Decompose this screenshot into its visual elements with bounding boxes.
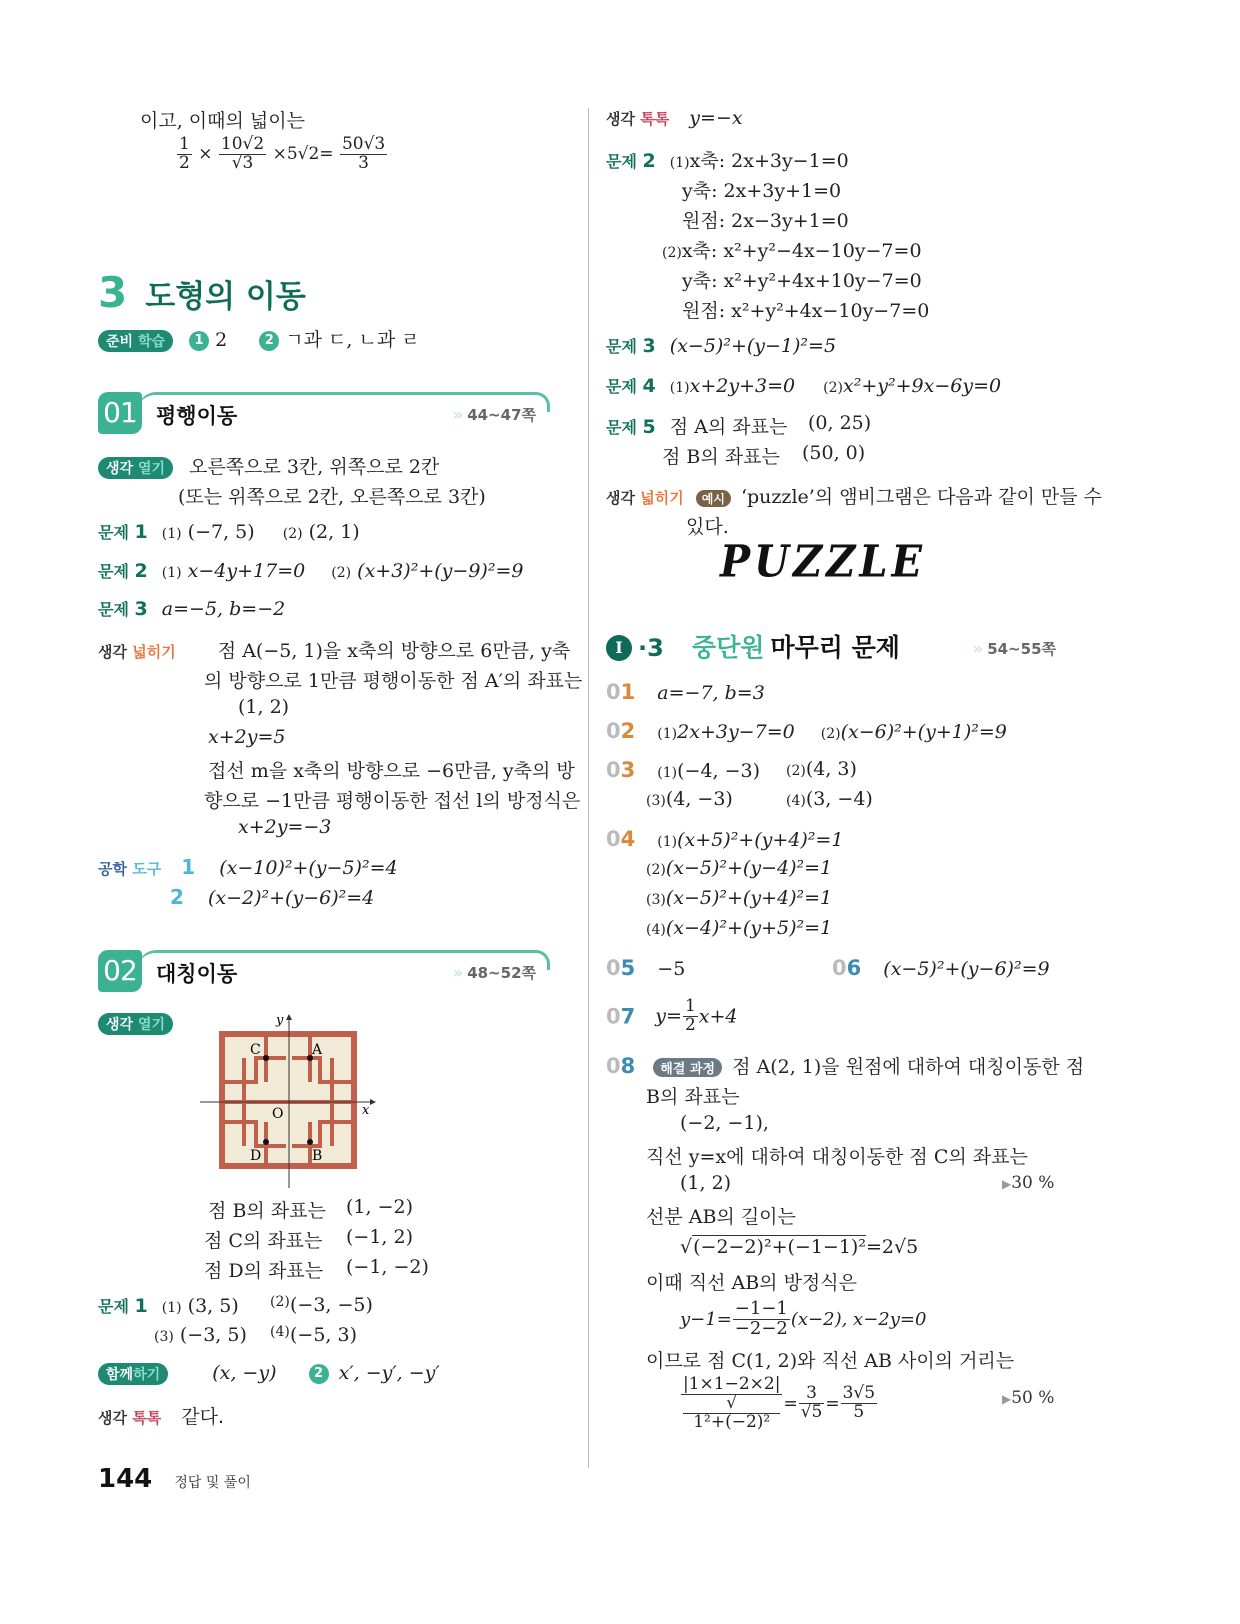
think-toktok-left: 생각 톡톡 같다. — [98, 1406, 224, 1428]
score-30: ▶30 % — [1002, 1173, 1055, 1193]
point-d-row: 점 D의 좌표는 (−1, −2) — [204, 1256, 429, 1282]
q08-line2: B의 좌표는 — [646, 1086, 740, 1108]
section-01-header: 01 평행이동 » 44~47쪽 — [98, 392, 550, 438]
triangle-icon: ▶ — [1002, 1392, 1012, 1406]
q08-line8: 이때 직선 AB의 방정식은 — [646, 1272, 857, 1294]
review-q03: 03 (1)(−4, −3) (2)(4, 3) — [606, 758, 857, 782]
area-formula: $\frac{1}{2}$ × $\frac{10√2}{√3}$ ×5√2= $\frac{50√3}{3}$ — [179, 134, 386, 173]
review-q06: 06 (x−5)²+(y−6)²=9 — [832, 956, 1050, 980]
problem-1: 문제 1 (1) (−7, 5) (2) (2, 1) — [98, 521, 360, 543]
q08-line3: (−2, −1), — [680, 1112, 769, 1134]
problem-3: 문제 3 a=−5, b=−2 — [98, 598, 286, 620]
q08-line9: y−1= $\frac{-1-1}{-2-2}$ (x−2), x−2y=0 — [680, 1298, 927, 1339]
right-problem-2: 문제 2 (1)x축: 2x+3y−1=0 — [606, 150, 849, 172]
think-widen-3: 3 접선 m을 x축의 방향으로 −6만큼, y축의 방 — [178, 756, 575, 783]
review-q04-4: (4)(x−4)²+(y+5)²=1 — [646, 917, 833, 939]
svg-text:C: C — [250, 1042, 261, 1058]
review-q02: 02 (1)2x+3y−7=0 (2)(x−6)²+(y+1)²=9 — [606, 719, 1007, 743]
diamond-2-icon: 2 — [178, 1201, 198, 1221]
together-row: 함께하기 1 (x, −y) 2 x′, −y′, −y′ — [98, 1362, 440, 1385]
widen-1-line3: (1, 2) — [238, 696, 290, 718]
p2-b-x: (2)x축: x²+y²−4x−10y−7=0 — [662, 240, 922, 262]
q08-line10: 이므로 점 C(1, 2)와 직선 AB 사이의 거리는 — [646, 1350, 1015, 1372]
p2-a-y: y축: 2x+3y+1=0 — [682, 180, 842, 202]
intro-text: 이고, 이때의 넓이는 — [140, 110, 305, 132]
q08-line7: √(−2−2)²+(−1−1)²=2√5 — [680, 1236, 919, 1258]
think-open-2: 생각 열기 1 — [98, 1012, 207, 1035]
review-q04-3: (3)(x−5)²+(y+4)²=1 — [646, 887, 833, 909]
think-open-line2: (또는 위쪽으로 2칸, 오른쪽으로 3칸) — [178, 486, 486, 508]
p2-b-o: 원점: x²+y²+4x−10y−7=0 — [682, 300, 930, 322]
diamond-1-icon: 1 — [188, 641, 208, 661]
p2-b-y: y축: x²+y²+4x+10y−7=0 — [682, 270, 922, 292]
point-b-row: 2 점 B의 좌표는 (1, −2) — [178, 1196, 326, 1223]
right-problem-4: 문제 4 (1)x+2y+3=0 (2)x²+y²+9x−6y=0 — [606, 375, 1002, 397]
section-02-header: 02 대칭이동 » 48~52쪽 — [98, 950, 550, 996]
diamond-3-icon: 3 — [178, 761, 198, 781]
svg-text:y: y — [276, 1013, 284, 1028]
prep-pill: 준비 학습 — [98, 330, 173, 352]
right-problem-5: 문제 5 점 A의 좌표는 (0, 25) — [606, 412, 872, 438]
chevron-icon: » — [972, 639, 984, 658]
diamond-2-icon: 2 — [178, 727, 198, 747]
diamond-1-icon: 1 — [182, 1363, 202, 1383]
q08-line5: (1, 2) — [680, 1172, 732, 1194]
review-q03-row2: (3)(4, −3) (4)(3, −4) — [646, 788, 873, 810]
svg-text:A: A — [312, 1042, 323, 1058]
chapter-heading: 3 도형의 이동 — [98, 268, 306, 317]
svg-text:B: B — [312, 1148, 323, 1164]
puzzle-ambigram: PUZZLE — [720, 535, 926, 588]
widen-line2: 있다. — [686, 516, 729, 538]
triangle-icon: ▶ — [1002, 1177, 1012, 1191]
diamond-1-icon: 1 — [187, 1013, 207, 1033]
q08-line6: 선분 AB의 길이는 — [646, 1206, 796, 1228]
roman-numeral-badge: I — [606, 635, 632, 661]
symmetry-figure — [200, 1012, 380, 1192]
q08-distance: |1×1−2×2| √ 1²+(−2)² = $\frac{3}{√5}$ = $\frac{3√5}{5}$ — [683, 1374, 876, 1432]
widen-1-line2: 의 방향으로 1만큼 평행이동한 점 A′의 좌표는 — [204, 670, 583, 692]
svg-text:D: D — [250, 1148, 262, 1164]
circle-1-icon: 1 — [189, 331, 209, 351]
chevron-icon: » — [452, 963, 464, 982]
think-toktok-right: 생각 톡톡 y=−x — [606, 107, 743, 129]
review-q04-2: (2)(x−5)²+(y−4)²=1 — [646, 857, 833, 879]
svg-text:O: O — [272, 1106, 284, 1122]
score-50: ▶50 % — [1002, 1388, 1055, 1408]
prep-row: 준비 학습 1 2 2 ㄱ과 ㄷ, ㄴ과 ㄹ — [98, 325, 420, 352]
widen-3-line2: 향으로 −1만큼 평행이동한 접선 l의 방정식은 — [204, 790, 581, 812]
review-q08: 08 해결 과정 점 A(2, 1)을 원점에 대하여 대칭이동한 점 — [606, 1054, 1085, 1078]
page-footer: 144 정답 및 풀이 — [98, 1464, 251, 1494]
column-divider — [588, 108, 589, 1468]
think-widen-2: 2 x+2y=5 — [178, 726, 286, 748]
think-open-row: 생각 열기 오른쪽으로 3칸, 위쪽으로 2칸 — [98, 452, 439, 479]
circle-2-icon: 2 — [309, 1364, 329, 1384]
svg-text:x: x — [362, 1103, 370, 1118]
think-widen-1: 생각 넓히기 1 점 A(−5, 1)을 x축의 방향으로 6만큼, y축 — [98, 640, 571, 662]
right-think-widen: 생각 넓히기 예시 ‘puzzle’의 앰비그램은 다음과 같이 만들 수 — [606, 486, 1102, 508]
review-header: I ·3 중단원 마무리 문제 » 54~55쪽 — [606, 628, 1056, 668]
chevron-icon: » — [452, 405, 464, 424]
q08-line4: 직선 y=x에 대하여 대칭이동한 점 C의 좌표는 — [646, 1146, 1028, 1168]
eng-tool-2: 2 (x−2)²+(y−6)²=4 — [170, 885, 375, 909]
review-q01: 01 a=−7, b=3 — [606, 680, 765, 704]
sec02-problem-1: 문제 1 (1) (3, 5) (2) (−3, −5) — [98, 1294, 373, 1317]
review-q07: 07 y= $\frac{1}{2}$ x+4 — [606, 996, 738, 1035]
eng-tool-1: 공학 도구 1 (x−10)²+(y−5)²=4 — [98, 855, 398, 879]
p2-a-o: 원점: 2x−3y+1=0 — [682, 210, 849, 232]
widen-3-line3: x+2y=−3 — [238, 816, 332, 838]
problem-2: 문제 2 (1) x−4y+17=0 (2) (x+3)²+(y−9)²=9 — [98, 560, 524, 582]
review-q05: 05 −5 — [606, 956, 686, 980]
right-problem-3: 문제 3 (x−5)²+(y−1)²=5 — [606, 335, 837, 357]
right-problem-5-b: 점 B의 좌표는 (50, 0) — [662, 442, 866, 468]
circle-2-icon: 2 — [259, 331, 279, 351]
sec02-problem-1-row2: (3) (−3, 5) (4) (−5, 3) — [154, 1324, 358, 1346]
review-q04: 04 (1)(x+5)²+(y+4)²=1 — [606, 827, 844, 851]
point-c-row: 점 C의 좌표는 (−1, 2) — [204, 1226, 414, 1252]
